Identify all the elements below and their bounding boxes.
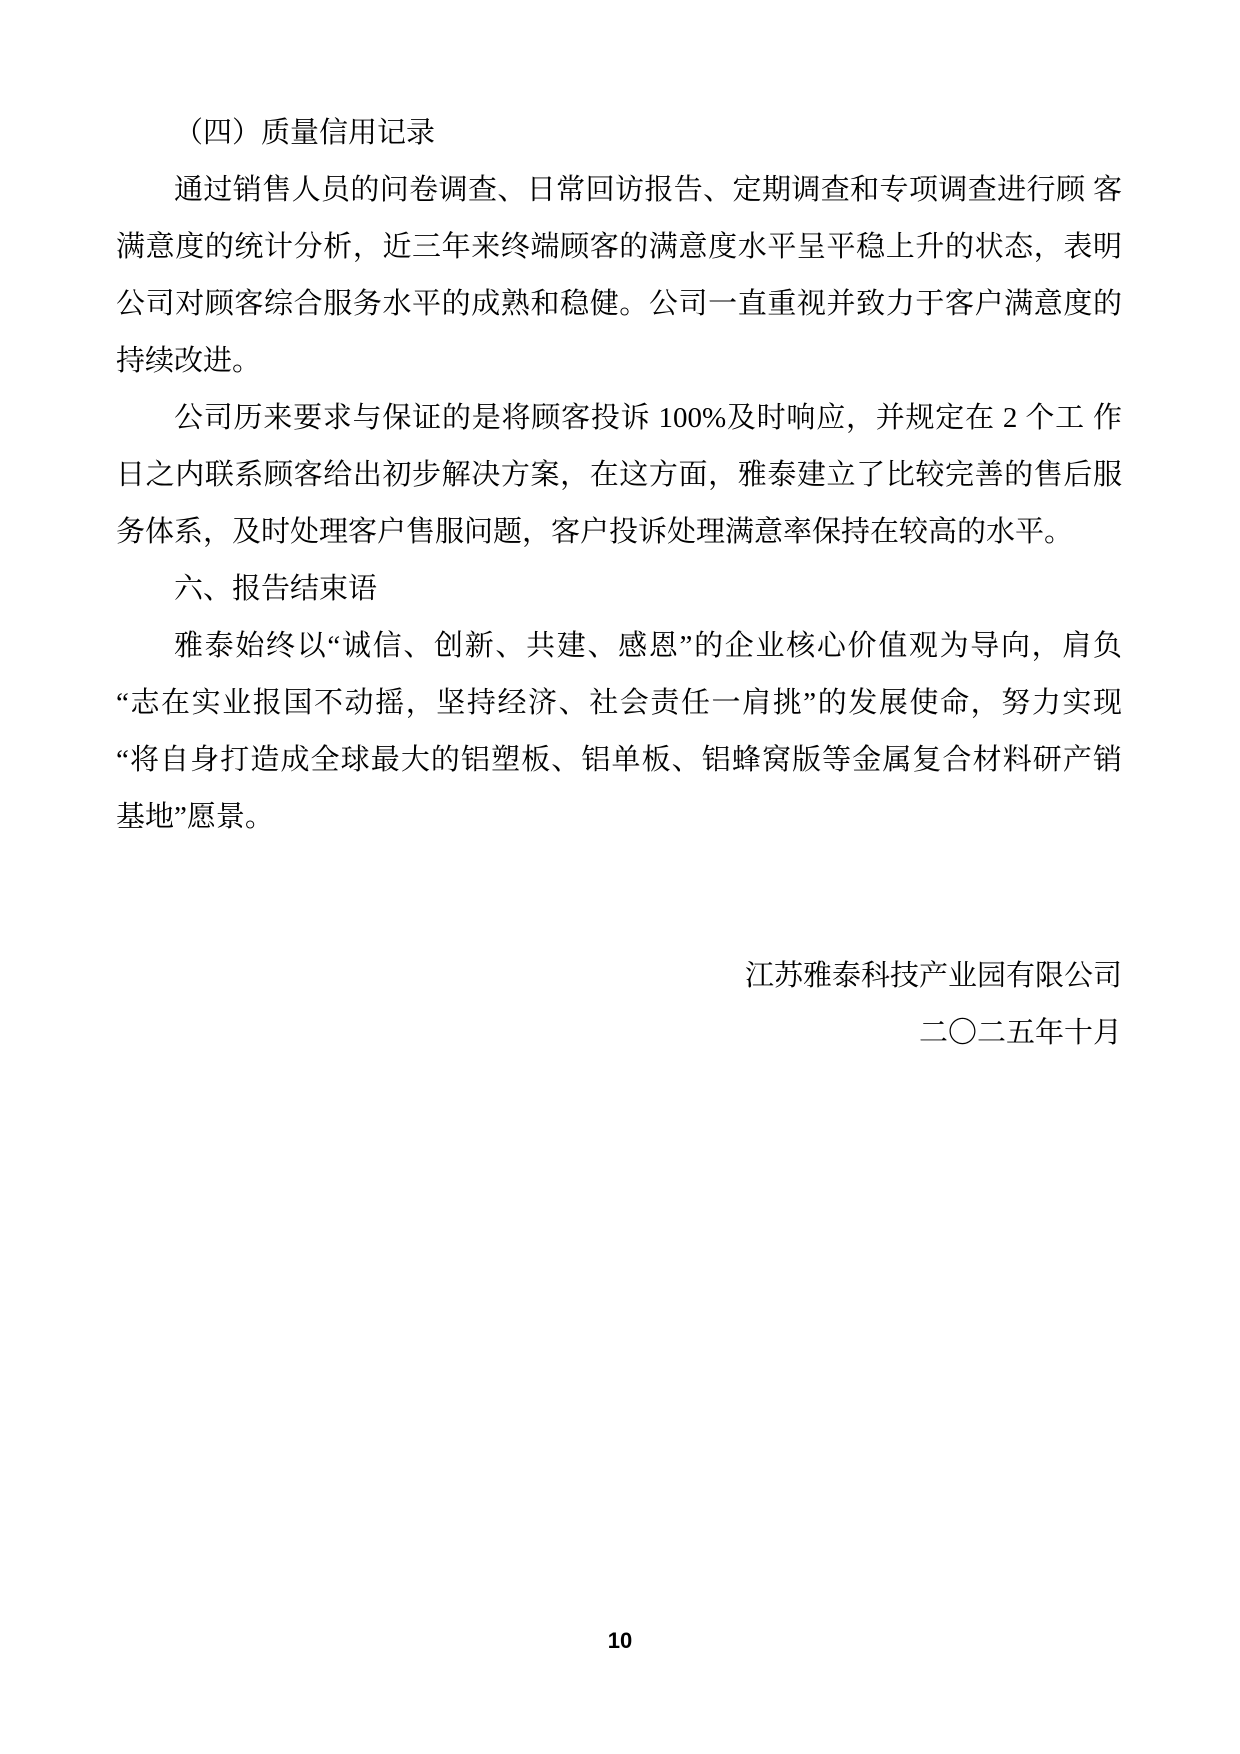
signature-company-name: 江苏雅泰科技产业园有限公司: [744, 960, 1122, 992]
paragraph-1-line-1: 通过销售人员的问卷调查、日常回访报告、定期调查和专项调查进行顾 客: [174, 174, 1122, 206]
paragraph-2-line-1: 公司历来要求与保证的是将顾客投诉 100%及时响应，并规定在 2 个工 作: [174, 402, 1122, 434]
paragraph-3-line-4: 基地”愿景。: [116, 801, 274, 833]
paragraph-3-line-3: “将自身打造成全球最大的铝塑板、铝单板、铝蜂窝版等金属复合材料研产销: [116, 744, 1122, 776]
paragraph-3-line-1: 雅泰始终以“诚信、创新、共建、感恩”的企业核心价值观为导向，肩负: [174, 630, 1122, 662]
signature-block: [745, 948, 1122, 1062]
paragraph-2-line-2: 日之内联系顾客给出初步解决方案，在这方面，雅泰建立了比较完善的售后服: [116, 459, 1122, 491]
paragraph-1-line-4: 持续改进。: [116, 345, 262, 377]
paragraph-1-line-2: 满意度的统计分析，近三年来终端顾客的满意度水平呈平稳上升的状态，表明: [116, 231, 1122, 263]
paragraph-2-line-3: 务体系，及时处理客户售服问题，客户投诉处理满意率保持在较高的水平。: [116, 516, 1074, 548]
paragraph-1-line-3: 公司对顾客综合服务水平的成熟和稳健。公司一直重视并致力于客户满意度的: [116, 288, 1122, 320]
signature-date: 二〇二五年十月: [918, 1017, 1122, 1049]
document-body: [116, 105, 1122, 846]
section-heading-quality-credit-record: （四）质量信用记录: [174, 117, 436, 149]
page-number: 10: [607, 1628, 633, 1653]
section-heading-conclusion: 六、报告结束语: [174, 573, 378, 605]
paragraph-3-line-2: “志在实业报国不动摇，坚持经济、社会责任一肩挑”的发展使命，努力实现: [116, 687, 1122, 719]
